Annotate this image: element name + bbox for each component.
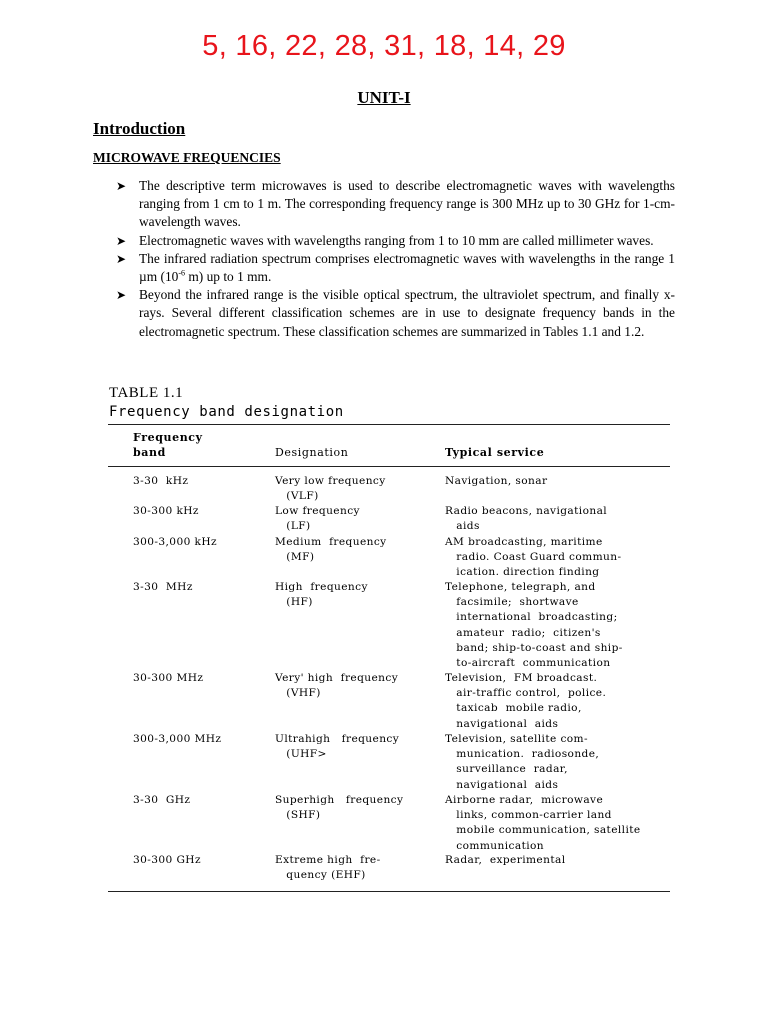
cell-band: 30-300 kHz (133, 505, 199, 517)
bullet-item (116, 232, 675, 250)
cell-service: Navigation, sonar (445, 475, 548, 487)
superscript: -6 (178, 268, 186, 278)
cell-service: AM broadcasting, maritime radio. Coast Guard commun- ication. direction finding (445, 536, 622, 579)
table-bottom-rule (108, 891, 670, 892)
cell-service: Telephone, telegraph, and facsimile; shortwave international broadcasting; amateur radio; citizen's band; ship-to-coast and ship- to-aircraft communication (445, 581, 623, 670)
arrow-bullet-icon: ➤ (116, 251, 127, 266)
table-top-rule (108, 424, 670, 425)
cell-designation: Extreme high fre- quency (EHF) (275, 854, 381, 882)
table-caption: Frequency band designation (109, 404, 344, 420)
cell-service: Radio beacons, navigational aids (445, 505, 608, 533)
cell-service: Television, FM broadcast. air-traffic control, police. taxicab mobile radio, navigational aids (445, 672, 607, 730)
bullet-item (116, 177, 675, 232)
cell-designation: High frequency (HF) (275, 581, 368, 609)
cell-service: Television, satellite com- munication. radiosonde, surveillance radar, navigational aids (445, 733, 600, 791)
intro-heading: Introduction (93, 119, 186, 138)
arrow-bullet-icon: ➤ (116, 288, 127, 303)
header-typical-service: Typical service (445, 446, 545, 459)
cell-service: Radar, experimental (445, 854, 566, 866)
bullet-list (116, 177, 675, 341)
cell-designation: Very low frequency (VLF) (275, 475, 386, 503)
cell-band: 3-30 GHz (133, 794, 191, 806)
bullet-text: The descriptive term microwaves is used to describe electromagnetic waves with wavelengths ranging from 1 cm to 1 m. The corresponding frequency range is 300 MHz up to 30 GHz for 1-cm-wavelength waves. (139, 178, 675, 230)
bullet-text: Electromagnetic waves with wavelengths ranging from 1 to 10 mm are called millimeter waves. (139, 232, 654, 248)
header-frequency-band: Frequency band (133, 431, 203, 459)
cell-band: 30-300 GHz (133, 854, 201, 866)
header-designation: Designation (275, 446, 349, 459)
cell-band: 3-30 kHz (133, 475, 189, 487)
bullet-item (116, 250, 675, 286)
section-heading: MICROWAVE FREQUENCIES (93, 150, 281, 165)
cell-designation: Superhigh frequency (SHF) (275, 794, 404, 822)
cell-designation: Ultrahigh frequency (UHF> (275, 733, 400, 761)
arrow-bullet-icon: ➤ (116, 233, 127, 248)
cell-band: 3-30 MHz (133, 581, 193, 593)
arrow-bullet-icon: ➤ (116, 179, 127, 193)
cell-designation: Low frequency (LF) (275, 505, 360, 533)
cell-band: 30-300 MHz (133, 672, 204, 684)
bullet-text: The infrared radiation spectrum comprises electromagnetic waves with wavelengths in the range 1 µm (10 (139, 250, 675, 285)
bullet-text: Beyond the infrared range is the visible optical spectrum, the ultraviolet spectrum, and finally x-rays. Several different classification schemes are in use to designate frequency bands in the electromagnetic spectrum. These classification schemes are summarized in Tables 1.1 and 1.2. (139, 287, 675, 339)
bullet-text-tail: m) up to 1 mm. (185, 269, 272, 285)
cell-band: 300-3,000 kHz (133, 536, 217, 548)
unit-title: UNIT-I (357, 88, 411, 107)
header-numbers: 5, 16, 22, 28, 31, 18, 14, 29 (202, 30, 566, 62)
cell-designation: Medium frequency (MF) (275, 536, 387, 564)
cell-service: Airborne radar, microwave links, common-carrier land mobile communication, satellite communication (445, 794, 641, 852)
cell-designation: Very' high frequency (VHF) (275, 672, 399, 700)
bullet-item (116, 286, 675, 341)
table-number: TABLE 1.1 (109, 385, 184, 401)
table-header-rule (108, 466, 670, 467)
cell-band: 300-3,000 MHz (133, 733, 222, 745)
